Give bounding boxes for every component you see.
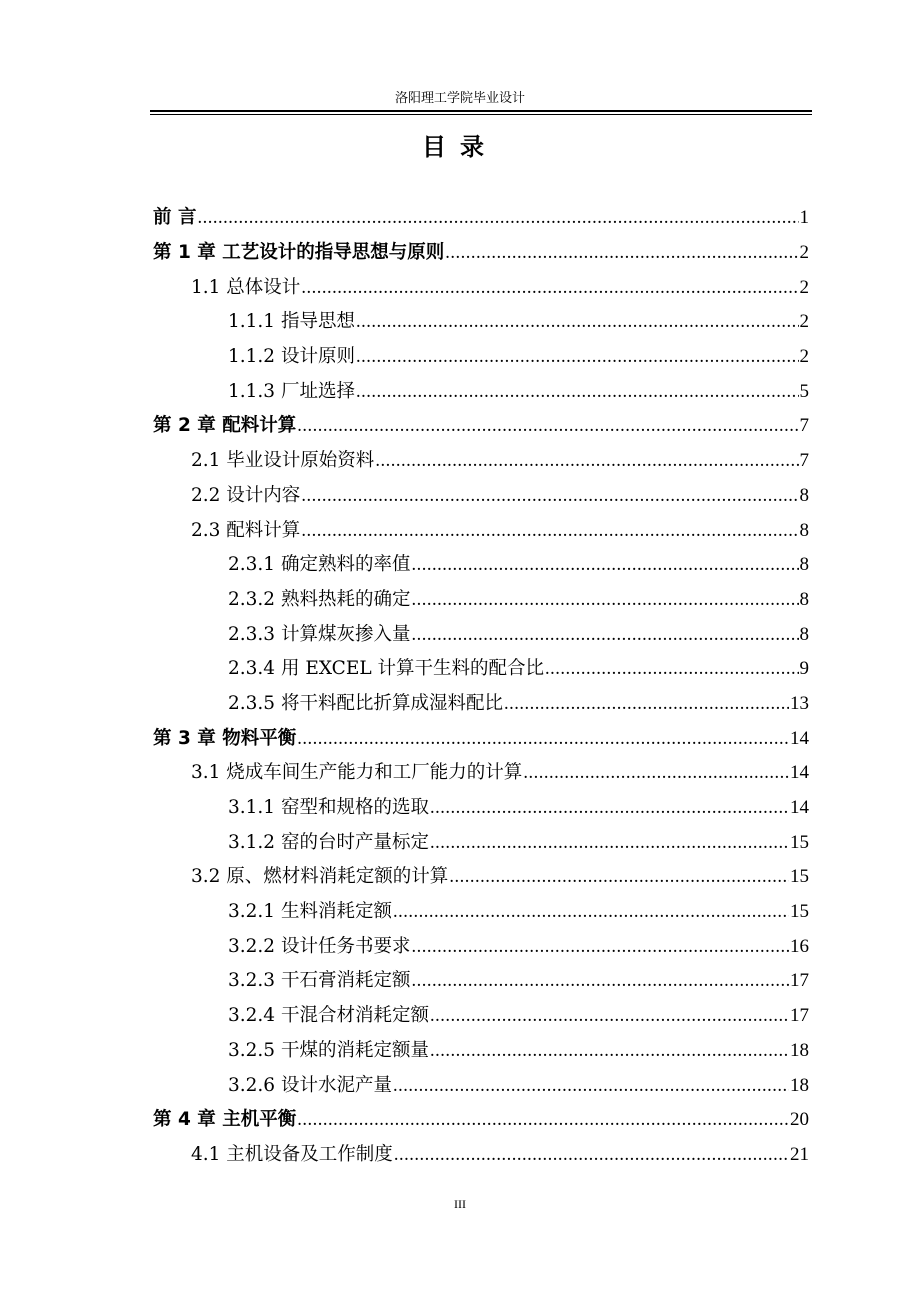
toc-entry-label: 1.1 总体设计 [191,276,301,298]
toc-entry-label: 第 2 章 配料计算 [153,415,297,437]
toc-dot-leader [523,761,789,785]
toc-entry-page: 20 [790,1109,809,1131]
toc-entry[interactable] [153,201,809,236]
toc-entry-label: 1.1.2 设计原则 [228,346,355,368]
toc-entry[interactable] [153,929,809,964]
toc-dot-leader [393,1074,789,1098]
toc-entry-page: 18 [790,1039,809,1061]
toc-entry-page: 14 [790,797,809,819]
toc-entry-label: 3.2 原、燃材料消耗定额的计算 [191,866,449,888]
toc-entry-label: 2.2 设计内容 [191,484,301,506]
toc-dot-leader [411,588,798,612]
toc-entry[interactable] [153,964,809,999]
toc-entry-label: 2.3.1 确定熟料的率值 [228,554,411,576]
toc-entry-label: 2.3.5 将干料配比折算成湿料配比 [228,692,503,714]
toc-dot-leader [411,935,789,959]
toc-entry-label: 3.2.4 干混合材消耗定额 [228,1005,429,1027]
toc-entry-page: 8 [799,484,809,506]
toc-dot-leader [411,969,789,993]
toc-dot-leader [297,727,789,751]
toc-dot-leader [430,1004,789,1028]
toc-dot-leader [430,796,789,820]
toc-entry-page: 1 [799,207,809,229]
toc-entry-label: 第 4 章 主机平衡 [153,1109,297,1131]
toc-entry-label: 3.1.2 窑的台时产量标定 [228,831,429,853]
toc-dot-leader [449,865,789,889]
toc-dot-leader [394,1143,789,1167]
toc-entry[interactable] [153,409,809,444]
toc-entry[interactable] [153,1138,809,1173]
toc-entry-page: 13 [790,692,809,714]
toc-dot-leader [393,900,789,924]
toc-dot-leader [430,1039,789,1063]
toc-entry-page: 5 [799,380,809,402]
toc-dot-leader [411,623,798,647]
toc-entry-page: 8 [799,588,809,610]
toc-dot-leader [504,692,789,716]
toc-entry-page: 2 [799,276,809,298]
toc-entry-label: 1.1.3 厂址选择 [228,380,355,402]
toc-entry[interactable] [153,513,809,548]
toc-entry[interactable] [153,791,809,826]
toc-entry-page: 7 [799,450,809,472]
toc-entry-page: 14 [790,727,809,749]
header-rule-thin [150,114,812,115]
toc-entry-page: 9 [799,658,809,680]
toc-dot-leader [297,414,798,438]
toc-dot-leader [411,553,798,577]
toc-entry-label: 3.1 烧成车间生产能力和工厂能力的计算 [191,762,523,784]
toc-entry-page: 2 [799,346,809,368]
footer-page-number: III [454,1197,466,1211]
toc-entry-label: 3.2.5 干煤的消耗定额量 [228,1039,429,1061]
toc-entry[interactable] [153,236,809,271]
table-of-contents [153,201,809,1172]
toc-entry[interactable] [153,583,809,618]
toc-entry[interactable] [153,999,809,1034]
toc-dot-leader [430,831,789,855]
toc-entry-page: 15 [790,866,809,888]
toc-entry-label: 第 1 章 工艺设计的指导思想与原则 [153,242,445,264]
toc-entry-label: 2.3.3 计算煤灰掺入量 [228,623,411,645]
toc-dot-leader [445,241,798,265]
toc-dot-leader [197,206,798,230]
toc-entry-label: 2.3.4 用 EXCEL 计算干生料的配合比 [228,658,545,680]
toc-entry-label: 第 3 章 物料平衡 [153,727,297,749]
toc-entry[interactable] [153,305,809,340]
toc-dot-leader [375,449,798,473]
toc-entry-page: 16 [790,935,809,957]
toc-dot-leader [301,519,798,543]
toc-entry[interactable] [153,340,809,375]
toc-entry[interactable] [153,687,809,722]
toc-entry[interactable] [153,756,809,791]
toc-entry[interactable] [153,548,809,583]
toc-dot-leader [356,310,799,334]
toc-entry-label: 3.2.2 设计任务书要求 [228,935,411,957]
toc-entry[interactable] [153,825,809,860]
toc-entry-label: 前 言 [153,207,197,229]
toc-entry-label: 4.1 主机设备及工作制度 [191,1143,393,1165]
toc-entry[interactable] [153,652,809,687]
toc-entry[interactable] [153,444,809,479]
toc-entry-page: 21 [790,1143,809,1165]
toc-entry[interactable] [153,860,809,895]
header-title: 洛阳理工学院毕业设计 [394,91,525,106]
toc-entry-label: 2.3 配料计算 [191,519,301,541]
toc-entry-page: 2 [799,242,809,264]
toc-entry[interactable] [153,617,809,652]
toc-entry-label: 3.2.6 设计水泥产量 [228,1074,392,1096]
header-rule-thick [150,110,812,112]
toc-entry[interactable] [153,895,809,930]
toc-entry-label: 3.2.1 生料消耗定额 [228,901,392,923]
toc-entry-label: 1.1.1 指导思想 [228,311,355,333]
toc-entry-label: 3.2.3 干石膏消耗定额 [228,970,411,992]
toc-entry-page: 18 [790,1074,809,1096]
toc-entry-page: 8 [799,623,809,645]
toc-entry-page: 8 [799,519,809,541]
toc-entry-page: 8 [799,554,809,576]
toc-entry[interactable] [153,1103,809,1138]
toc-dot-leader [301,276,798,300]
toc-entry[interactable] [153,1034,809,1069]
toc-entry[interactable] [153,270,809,305]
toc-entry-page: 14 [790,762,809,784]
toc-dot-leader [297,1108,789,1132]
toc-dot-leader [356,345,799,369]
toc-entry-page: 2 [799,311,809,333]
toc-entry-page: 17 [790,970,809,992]
toc-entry-label: 2.3.2 熟料热耗的确定 [228,588,411,610]
toc-dot-leader [301,484,798,508]
toc-entry-label: 2.1 毕业设计原始资料 [191,450,375,472]
toc-entry[interactable] [153,374,809,409]
toc-entry-page: 7 [799,415,809,437]
toc-dot-leader [356,380,799,404]
toc-entry[interactable] [153,721,809,756]
toc-entry[interactable] [153,1068,809,1103]
toc-title: 目录 [422,133,498,161]
toc-dot-leader [545,657,798,681]
toc-entry-page: 17 [790,1005,809,1027]
toc-entry-page: 15 [790,831,809,853]
toc-entry-label: 3.1.1 窑型和规格的选取 [228,797,429,819]
toc-entry[interactable] [153,479,809,514]
toc-entry-page: 15 [790,901,809,923]
